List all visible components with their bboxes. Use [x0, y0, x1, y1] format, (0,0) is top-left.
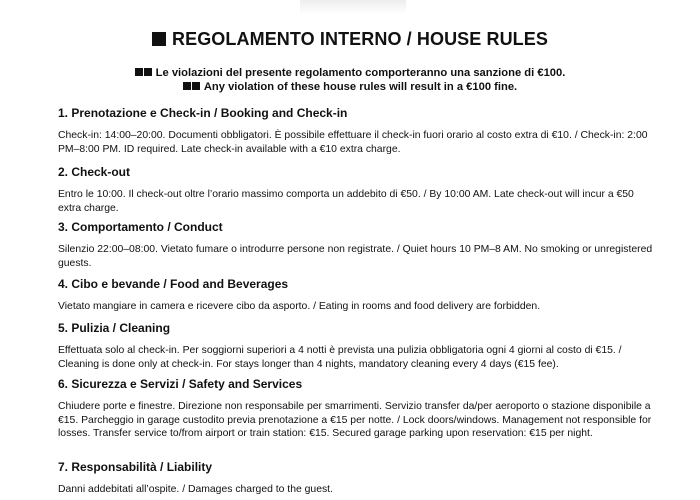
warning-text-it: Le violazioni del presente regolamento comporteranno una sanzione di €100.	[155, 67, 566, 79]
section-body: Vietato mangiare in camera e ricevere cibo da asporto. / Eating in rooms and food delivery are forbidden.	[58, 301, 541, 312]
section-body: Check-in: 14:00–20:00. Documenti obbligatori. È possibile effettuare il check-in fuori orario al costo extra di €10. / Check-in: 2:00 PM–8:00 PM. ID required. Late check-in available with a €10 extra charge.	[58, 130, 648, 155]
section-body: Danni addebitati all’ospite. / Damages charged to the guest.	[58, 484, 333, 495]
section-food-beverages	[58, 277, 658, 314]
black-square-icon	[144, 68, 152, 76]
section-conduct	[58, 220, 658, 270]
section-heading: 4. Cibo e bevande / Food and Beverages	[58, 277, 289, 291]
warning-line-it	[0, 67, 700, 81]
section-heading: 3. Comportamento / Conduct	[58, 220, 223, 234]
warning-text-en: Any violation of these house rules will result in a €100 fine.	[203, 80, 518, 93]
section-body: Effettuata solo al check-in. Per soggiorni superiori a 4 notti è prevista una pulizia obbligatoria ogni 4 giorni al costo di €15. / Cleaning is done only at check-in. For stays longer than 4 nights, mandatory cleaning every 4 days (€15 fee).	[58, 345, 622, 370]
section-heading: 6. Sicurezza e Servizi / Safety and Services	[58, 377, 303, 391]
section-body: Entro le 10:00. Il check-out oltre l’orario massimo comporta un addebito di €50. / By 10:00 AM. Late check-out will incur a €50 extra charge.	[58, 189, 634, 214]
section-cleaning	[58, 321, 658, 371]
section-safety-services	[58, 377, 658, 441]
document-title	[0, 29, 700, 50]
section-heading: 2. Check-out	[58, 165, 131, 179]
section-heading: 7. Responsabilità / Liability	[58, 460, 213, 474]
black-square-icon	[152, 32, 166, 46]
section-heading: 5. Pulizia / Cleaning	[58, 321, 171, 335]
fine-warning	[0, 67, 700, 94]
section-heading: 1. Prenotazione e Check-in / Booking and Check-in	[58, 106, 348, 120]
black-square-icon	[135, 68, 143, 76]
warning-line-en	[0, 81, 700, 95]
black-square-icon	[192, 82, 200, 90]
title-text: REGOLAMENTO INTERNO / HOUSE RULES	[172, 29, 548, 49]
black-square-icon	[183, 82, 191, 90]
section-booking-checkin	[58, 106, 658, 156]
section-liability	[58, 460, 658, 497]
section-checkout	[58, 165, 658, 215]
section-body: Silenzio 22:00–08:00. Vietato fumare o introdurre persone non registrate. / Quiet hours 10 PM–8 AM. No smoking or unregistered guests.	[58, 244, 653, 269]
section-body: Chiudere porte e finestre. Direzione non responsabile per smarrimenti. Servizio transfer da/per aeroporto o stazione disponibile a €15. Parcheggio in garage custodito previa prenotazione a €15 per notte. / Lock doors/windows. Management not responsible for losses. Transfer service to/from airport or train station: €15. Secured garage parking upon reservation: €15 per night.	[58, 401, 652, 440]
top-shadow	[300, 0, 406, 14]
